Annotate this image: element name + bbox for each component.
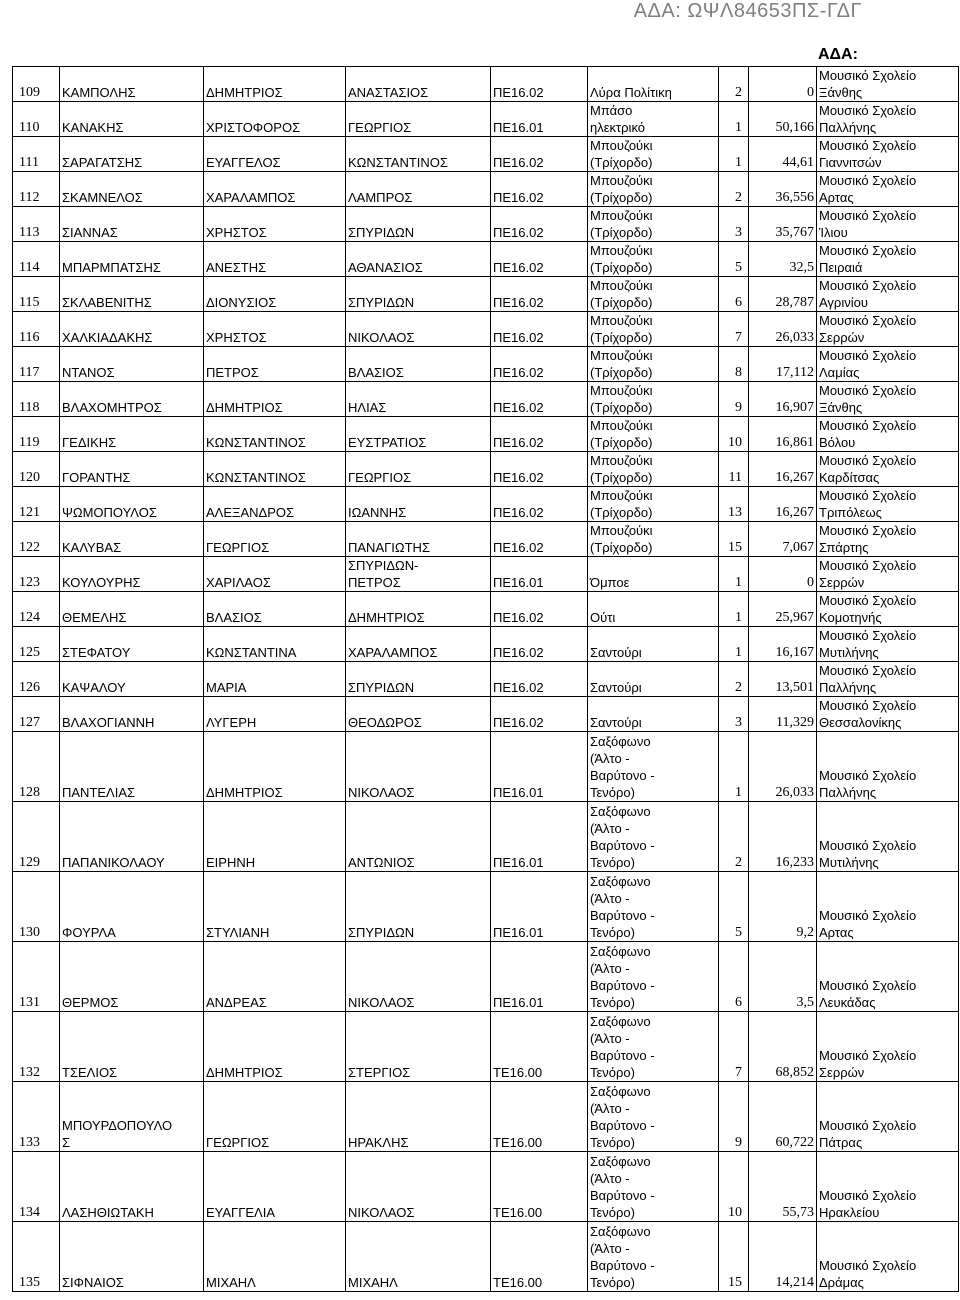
cell-surname: ΣΑΡΑΓΑΤΣΗΣ [60, 137, 204, 172]
cell-rank: 2 [719, 662, 749, 697]
cell-branch: ΠΕ16.02 [491, 662, 588, 697]
table-row [13, 942, 959, 1012]
cell-branch: ΠΕ16.02 [491, 417, 588, 452]
cell-num: 111 [13, 137, 60, 172]
cell-surname: ΠΑΝΤΕΛΙΑΣ [60, 732, 204, 802]
cell-name: ΛΥΓΕΡΗ [204, 697, 346, 732]
cell-name: ΑΝΕΣΤΗΣ [204, 242, 346, 277]
cell-branch: ΠΕ16.02 [491, 347, 588, 382]
cell-school: Μουσικό Σχολείο Πειραιά [817, 242, 959, 277]
cell-instrument: Μπουζούκι (Τρίχορδο) [588, 172, 719, 207]
cell-score: 16,907 [749, 382, 817, 417]
cell-surname: ΚΑΨΑΛΟΥ [60, 662, 204, 697]
cell-score: 28,787 [749, 277, 817, 312]
cell-school: Μουσικό Σχολείο Ηρακλείου [817, 1152, 959, 1222]
cell-rank: 3 [719, 697, 749, 732]
cell-father: ΣΤΕΡΓΙΟΣ [346, 1012, 491, 1082]
cell-instrument: Σαντούρι [588, 697, 719, 732]
table-row [13, 102, 959, 137]
table-row [13, 347, 959, 382]
cell-name: ΜΙΧΑΗΛ [204, 1222, 346, 1292]
cell-father: ΛΑΜΠΡΟΣ [346, 172, 491, 207]
cell-branch: ΠΕ16.01 [491, 942, 588, 1012]
cell-score: 36,556 [749, 172, 817, 207]
cell-branch: ΠΕ16.01 [491, 732, 588, 802]
cell-surname: ΣΤΕΦΑΤΟΥ [60, 627, 204, 662]
cell-school: Μουσικό Σχολείο Πάτρας [817, 1082, 959, 1152]
cell-rank: 1 [719, 137, 749, 172]
cell-branch: ΠΕ16.02 [491, 277, 588, 312]
cell-score: 26,033 [749, 732, 817, 802]
cell-num: 114 [13, 242, 60, 277]
cell-instrument: Μπουζούκι (Τρίχορδο) [588, 417, 719, 452]
cell-rank: 9 [719, 382, 749, 417]
cell-rank: 9 [719, 1082, 749, 1152]
cell-school: Μουσικό Σχολείο Κομοτηνής [817, 592, 959, 627]
cell-num: 117 [13, 347, 60, 382]
cell-branch: ΠΕ16.02 [491, 312, 588, 347]
cell-branch: ΤΕ16.00 [491, 1012, 588, 1082]
cell-score: 9,2 [749, 872, 817, 942]
cell-surname: ΜΠΑΡΜΠΑΤΣΗΣ [60, 242, 204, 277]
cell-score: 0 [749, 67, 817, 102]
cell-branch: ΠΕ16.02 [491, 697, 588, 732]
cell-name: ΠΕΤΡΟΣ [204, 347, 346, 382]
cell-school: Μουσικό Σχολείο Μυτιλήνης [817, 802, 959, 872]
cell-name: ΧΡΗΣΤΟΣ [204, 207, 346, 242]
cell-instrument: Μπουζούκι (Τρίχορδο) [588, 242, 719, 277]
cell-surname: ΚΑΜΠΟΛΗΣ [60, 67, 204, 102]
cell-name: ΧΡΗΣΤΟΣ [204, 312, 346, 347]
cell-name: ΕΙΡΗΝΗ [204, 802, 346, 872]
ada-label: ΑΔΑ: [818, 46, 858, 63]
cell-num: 116 [13, 312, 60, 347]
cell-instrument: Σαξόφωνο (Άλτο - Βαρύτονο - Τενόρο) [588, 1152, 719, 1222]
cell-surname: ΣΙΑΝΝΑΣ [60, 207, 204, 242]
cell-instrument: Σαξόφωνο (Άλτο - Βαρύτονο - Τενόρο) [588, 1082, 719, 1152]
cell-name: ΓΕΩΡΓΙΟΣ [204, 522, 346, 557]
cell-name: ΕΥΑΓΓΕΛΟΣ [204, 137, 346, 172]
table-row [13, 277, 959, 312]
cell-rank: 7 [719, 312, 749, 347]
table-row [13, 697, 959, 732]
cell-name: ΕΥΑΓΓΕΛΙΑ [204, 1152, 346, 1222]
cell-father: ΕΥΣΤΡΑΤΙΟΣ [346, 417, 491, 452]
cell-branch: ΠΕ16.02 [491, 242, 588, 277]
table-row [13, 242, 959, 277]
cell-surname: ΤΣΕΛΙΟΣ [60, 1012, 204, 1082]
cell-rank: 1 [719, 592, 749, 627]
table-row [13, 1222, 959, 1292]
cell-father: ΘΕΟΔΩΡΟΣ [346, 697, 491, 732]
cell-score: 25,967 [749, 592, 817, 627]
cell-num: 125 [13, 627, 60, 662]
cell-num: 115 [13, 277, 60, 312]
cell-father: ΑΘΑΝΑΣΙΟΣ [346, 242, 491, 277]
cell-score: 16,233 [749, 802, 817, 872]
cell-score: 44,61 [749, 137, 817, 172]
cell-rank: 6 [719, 277, 749, 312]
cell-father: ΧΑΡΑΛΑΜΠΟΣ [346, 627, 491, 662]
cell-instrument: Μπουζούκι (Τρίχορδο) [588, 382, 719, 417]
cell-rank: 10 [719, 417, 749, 452]
cell-instrument: Μπουζούκι (Τρίχορδο) [588, 347, 719, 382]
cell-surname: ΘΕΜΕΛΗΣ [60, 592, 204, 627]
cell-father: ΙΩΑΝΝΗΣ [346, 487, 491, 522]
cell-school: Μουσικό Σχολείο Γιαννιτσών [817, 137, 959, 172]
cell-num: 118 [13, 382, 60, 417]
cell-name: ΚΩΝΣΤΑΝΤΙΝΑ [204, 627, 346, 662]
cell-num: 113 [13, 207, 60, 242]
cell-rank: 11 [719, 452, 749, 487]
cell-branch: ΤΕ16.00 [491, 1082, 588, 1152]
cell-surname: ΣΚΑΜΝΕΛΟΣ [60, 172, 204, 207]
cell-school: Μουσικό Σχολείο Λαμίας [817, 347, 959, 382]
cell-num: 109 [13, 67, 60, 102]
cell-num: 112 [13, 172, 60, 207]
cell-num: 131 [13, 942, 60, 1012]
cell-father: ΓΕΩΡΓΙΟΣ [346, 452, 491, 487]
cell-instrument: Σαξόφωνο (Άλτο - Βαρύτονο - Τενόρο) [588, 732, 719, 802]
table-row [13, 1082, 959, 1152]
cell-name: ΒΛΑΣΙΟΣ [204, 592, 346, 627]
cell-surname: ΒΛΑΧΟΓΙΑΝΝΗ [60, 697, 204, 732]
cell-branch: ΠΕ16.02 [491, 452, 588, 487]
cell-instrument: Μπουζούκι (Τρίχορδο) [588, 207, 719, 242]
cell-name: ΓΕΩΡΓΙΟΣ [204, 1082, 346, 1152]
cell-school: Μουσικό Σχολείο Τριπόλεως [817, 487, 959, 522]
cell-num: 133 [13, 1082, 60, 1152]
table-row [13, 382, 959, 417]
cell-instrument: Σαξόφωνο (Άλτο - Βαρύτονο - Τενόρο) [588, 1012, 719, 1082]
table-row [13, 1152, 959, 1222]
cell-surname: ΓΟΡΑΝΤΗΣ [60, 452, 204, 487]
cell-rank: 3 [719, 207, 749, 242]
cell-branch: ΤΕ16.00 [491, 1152, 588, 1222]
cell-name: ΧΡΙΣΤΟΦΟΡΟΣ [204, 102, 346, 137]
cell-father: ΜΙΧΑΗΛ [346, 1222, 491, 1292]
cell-branch: ΠΕ16.01 [491, 872, 588, 942]
cell-surname: ΚΟΥΛΟΥΡΗΣ [60, 557, 204, 592]
cell-score: 11,329 [749, 697, 817, 732]
cell-instrument: Σαξόφωνο (Άλτο - Βαρύτονο - Τενόρο) [588, 1222, 719, 1292]
cell-score: 13,501 [749, 662, 817, 697]
cell-father: ΑΝΑΣΤΑΣΙΟΣ [346, 67, 491, 102]
cell-school: Μουσικό Σχολείο Σπάρτης [817, 522, 959, 557]
cell-surname: ΠΑΠΑΝΙΚΟΛΑΟΥ [60, 802, 204, 872]
cell-branch: ΠΕ16.02 [491, 137, 588, 172]
cell-father: ΗΡΑΚΛΗΣ [346, 1082, 491, 1152]
cell-rank: 1 [719, 557, 749, 592]
cell-school: Μουσικό Σχολείο Παλλήνης [817, 732, 959, 802]
cell-branch: ΠΕ16.02 [491, 67, 588, 102]
cell-surname: ΒΛΑΧΟΜΗΤΡΟΣ [60, 382, 204, 417]
cell-name: ΔΙΟΝΥΣΙΟΣ [204, 277, 346, 312]
cell-instrument: Μπουζούκι (Τρίχορδο) [588, 452, 719, 487]
cell-father: ΣΠΥΡΙΔΩΝ [346, 207, 491, 242]
cell-instrument: Ούτι [588, 592, 719, 627]
cell-name: ΚΩΝΣΤΑΝΤΙΝΟΣ [204, 452, 346, 487]
cell-father: ΗΛΙΑΣ [346, 382, 491, 417]
cell-name: ΔΗΜΗΤΡΙΟΣ [204, 382, 346, 417]
cell-school: Μουσικό Σχολείο Παλλήνης [817, 102, 959, 137]
cell-score: 68,852 [749, 1012, 817, 1082]
cell-num: 120 [13, 452, 60, 487]
cell-num: 135 [13, 1222, 60, 1292]
cell-score: 14,214 [749, 1222, 817, 1292]
cell-instrument: Μπουζούκι (Τρίχορδο) [588, 137, 719, 172]
cell-school: Μουσικό Σχολείο Ίλιου [817, 207, 959, 242]
cell-rank: 5 [719, 872, 749, 942]
table-row [13, 592, 959, 627]
cell-school: Μουσικό Σχολείο Λευκάδας [817, 942, 959, 1012]
cell-father: ΣΠΥΡΙΔΩΝ [346, 662, 491, 697]
cell-surname: ΘΕΡΜΟΣ [60, 942, 204, 1012]
cell-name: ΣΤΥΛΙΑΝΗ [204, 872, 346, 942]
cell-rank: 2 [719, 802, 749, 872]
cell-branch: ΠΕ16.01 [491, 802, 588, 872]
cell-branch: ΤΕ16.00 [491, 1222, 588, 1292]
cell-num: 124 [13, 592, 60, 627]
cell-name: ΑΝΔΡΕΑΣ [204, 942, 346, 1012]
cell-rank: 1 [719, 732, 749, 802]
cell-score: 16,167 [749, 627, 817, 662]
cell-branch: ΠΕ16.02 [491, 522, 588, 557]
cell-branch: ΠΕ16.02 [491, 592, 588, 627]
cell-branch: ΠΕ16.02 [491, 172, 588, 207]
cell-score: 35,767 [749, 207, 817, 242]
table-row [13, 557, 959, 592]
table-row [13, 802, 959, 872]
table-row [13, 137, 959, 172]
cell-score: 50,166 [749, 102, 817, 137]
table-row [13, 522, 959, 557]
cell-instrument: Μπουζούκι (Τρίχορδο) [588, 522, 719, 557]
cell-school: Μουσικό Σχολείο Δράμας [817, 1222, 959, 1292]
cell-branch: ΠΕ16.01 [491, 102, 588, 137]
cell-num: 129 [13, 802, 60, 872]
cell-score: 0 [749, 557, 817, 592]
cell-name: ΔΗΜΗΤΡΙΟΣ [204, 1012, 346, 1082]
cell-father: ΣΠΥΡΙΔΩΝ- ΠΕΤΡΟΣ [346, 557, 491, 592]
cell-school: Μουσικό Σχολείο Αρτας [817, 172, 959, 207]
cell-surname: ΚΑΛΥΒΑΣ [60, 522, 204, 557]
cell-instrument: Λύρα Πολίτικη [588, 67, 719, 102]
cell-father: ΚΩΝΣΤΑΝΤΙΝΟΣ [346, 137, 491, 172]
table-row [13, 207, 959, 242]
cell-school: Μουσικό Σχολείο Αρτας [817, 872, 959, 942]
cell-father: ΝΙΚΟΛΑΟΣ [346, 1152, 491, 1222]
cell-instrument: Μπάσο ηλεκτρικό [588, 102, 719, 137]
cell-score: 16,861 [749, 417, 817, 452]
cell-father: ΝΙΚΟΛΑΟΣ [346, 312, 491, 347]
cell-instrument: Μπουζούκι (Τρίχορδο) [588, 487, 719, 522]
cell-score: 17,112 [749, 347, 817, 382]
cell-surname: ΣΚΛΑΒΕΝΙΤΗΣ [60, 277, 204, 312]
cell-score: 60,722 [749, 1082, 817, 1152]
cell-branch: ΠΕ16.01 [491, 557, 588, 592]
cell-num: 130 [13, 872, 60, 942]
cell-score: 55,73 [749, 1152, 817, 1222]
cell-instrument: Σαξόφωνο (Άλτο - Βαρύτονο - Τενόρο) [588, 942, 719, 1012]
cell-rank: 10 [719, 1152, 749, 1222]
cell-score: 32,5 [749, 242, 817, 277]
cell-num: 122 [13, 522, 60, 557]
table-row [13, 417, 959, 452]
cell-rank: 13 [719, 487, 749, 522]
cell-name: ΧΑΡΑΛΑΜΠΟΣ [204, 172, 346, 207]
cell-score: 3,5 [749, 942, 817, 1012]
table-row [13, 662, 959, 697]
table-row [13, 627, 959, 662]
cell-school: Μουσικό Σχολείο Ξάνθης [817, 382, 959, 417]
cell-rank: 1 [719, 102, 749, 137]
cell-name: ΔΗΜΗΤΡΙΟΣ [204, 732, 346, 802]
cell-father: ΑΝΤΩΝΙΟΣ [346, 802, 491, 872]
cell-surname: ΦΟΥΡΛΑ [60, 872, 204, 942]
cell-school: Μουσικό Σχολείο Σερρών [817, 1012, 959, 1082]
cell-father: ΠΑΝΑΓΙΩΤΗΣ [346, 522, 491, 557]
cell-branch: ΠΕ16.02 [491, 207, 588, 242]
cell-father: ΣΠΥΡΙΔΩΝ [346, 277, 491, 312]
cell-father: ΝΙΚΟΛΑΟΣ [346, 732, 491, 802]
cell-score: 7,067 [749, 522, 817, 557]
table-row [13, 1012, 959, 1082]
cell-rank: 2 [719, 67, 749, 102]
table-row [13, 452, 959, 487]
cell-instrument: Σαντούρι [588, 662, 719, 697]
cell-surname: ΣΙΦΝΑΙΟΣ [60, 1222, 204, 1292]
cell-branch: ΠΕ16.02 [491, 627, 588, 662]
cell-school: Μουσικό Σχολείο Βόλου [817, 417, 959, 452]
table-row [13, 172, 959, 207]
cell-num: 110 [13, 102, 60, 137]
cell-num: 127 [13, 697, 60, 732]
cell-instrument: Μπουζούκι (Τρίχορδο) [588, 312, 719, 347]
cell-instrument: Μπουζούκι (Τρίχορδο) [588, 277, 719, 312]
cell-score: 16,267 [749, 452, 817, 487]
cell-branch: ΠΕ16.02 [491, 382, 588, 417]
cell-rank: 15 [719, 522, 749, 557]
cell-rank: 15 [719, 1222, 749, 1292]
cell-instrument: Σαξόφωνο (Άλτο - Βαρύτονο - Τενόρο) [588, 872, 719, 942]
cell-num: 132 [13, 1012, 60, 1082]
cell-instrument: Σαντούρι [588, 627, 719, 662]
cell-instrument: Όμποε [588, 557, 719, 592]
cell-score: 26,033 [749, 312, 817, 347]
cell-father: ΣΠΥΡΙΔΩΝ [346, 872, 491, 942]
table-row [13, 67, 959, 102]
cell-name: ΔΗΜΗΤΡΙΟΣ [204, 67, 346, 102]
cell-father: ΓΕΩΡΓΙΟΣ [346, 102, 491, 137]
cell-branch: ΠΕ16.02 [491, 487, 588, 522]
cell-school: Μουσικό Σχολείο Θεσσαλονίκης [817, 697, 959, 732]
cell-name: ΧΑΡΙΛΑΟΣ [204, 557, 346, 592]
cell-school: Μουσικό Σχολείο Αγρινίου [817, 277, 959, 312]
ada-header: ΑΔΑ: ΩΨΛ84653ΠΣ-ΓΔΓ [633, 0, 862, 22]
cell-surname: ΓΕΔΙΚΗΣ [60, 417, 204, 452]
candidates-table [12, 66, 959, 1292]
cell-name: ΑΛΕΞΑΝΔΡΟΣ [204, 487, 346, 522]
cell-num: 126 [13, 662, 60, 697]
table-row [13, 732, 959, 802]
cell-surname: ΨΩΜΟΠΟΥΛΟΣ [60, 487, 204, 522]
cell-num: 123 [13, 557, 60, 592]
cell-school: Μουσικό Σχολείο Ξάνθης [817, 67, 959, 102]
cell-surname: ΧΑΛΚΙΑΔΑΚΗΣ [60, 312, 204, 347]
cell-name: ΜΑΡΙΑ [204, 662, 346, 697]
table-row [13, 487, 959, 522]
cell-school: Μουσικό Σχολείο Μυτιλήνης [817, 627, 959, 662]
table-row [13, 872, 959, 942]
cell-father: ΒΛΑΣΙΟΣ [346, 347, 491, 382]
cell-rank: 7 [719, 1012, 749, 1082]
table-row [13, 312, 959, 347]
cell-num: 134 [13, 1152, 60, 1222]
cell-school: Μουσικό Σχολείο Καρδίτσας [817, 452, 959, 487]
cell-rank: 5 [719, 242, 749, 277]
cell-father: ΔΗΜΗΤΡΙΟΣ [346, 592, 491, 627]
cell-rank: 1 [719, 627, 749, 662]
cell-surname: ΚΑΝΑΚΗΣ [60, 102, 204, 137]
cell-school: Μουσικό Σχολείο Παλλήνης [817, 662, 959, 697]
cell-num: 121 [13, 487, 60, 522]
cell-rank: 6 [719, 942, 749, 1012]
cell-instrument: Σαξόφωνο (Άλτο - Βαρύτονο - Τενόρο) [588, 802, 719, 872]
cell-surname: ΛΑΣΗΘΙΩΤΑΚΗ [60, 1152, 204, 1222]
cell-rank: 8 [719, 347, 749, 382]
cell-name: ΚΩΝΣΤΑΝΤΙΝΟΣ [204, 417, 346, 452]
cell-score: 16,267 [749, 487, 817, 522]
cell-school: Μουσικό Σχολείο Σερρών [817, 557, 959, 592]
cell-num: 128 [13, 732, 60, 802]
cell-num: 119 [13, 417, 60, 452]
cell-father: ΝΙΚΟΛΑΟΣ [346, 942, 491, 1012]
cell-surname: ΝΤΑΝΟΣ [60, 347, 204, 382]
cell-school: Μουσικό Σχολείο Σερρών [817, 312, 959, 347]
cell-surname: ΜΠΟΥΡΔΟΠΟΥΛΟ Σ [60, 1082, 204, 1152]
cell-rank: 2 [719, 172, 749, 207]
